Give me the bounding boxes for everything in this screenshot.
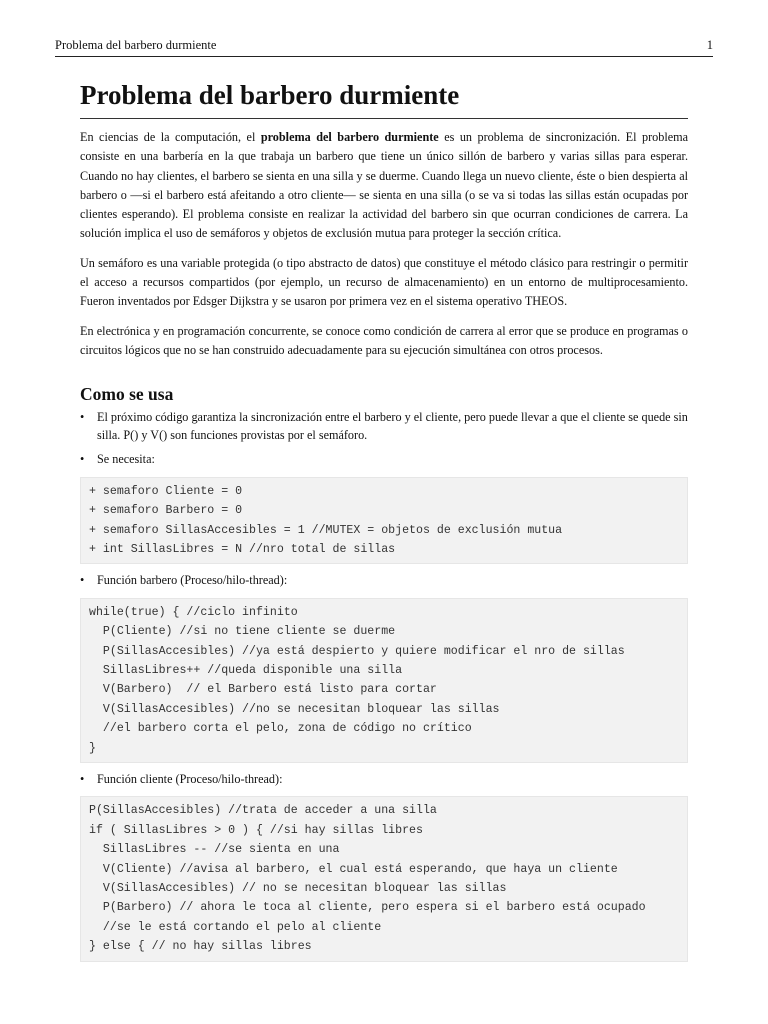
code-line: V(SillasAccesibles) //no se necesitan bloquear las sillas [89, 702, 500, 716]
code-line: P(SillasAccesibles) //ya está despierto y quiere modificar el nro de sillas [89, 644, 625, 658]
semaphore-paragraph: Un semáforo es una variable protegida (o tipo abstracto de datos) que constituye el método clásico para restringir o permitir el acceso a recursos compartidos (por ejemplo, un recurso de almacenamiento) en un entorno de multiprocesamiento. Fueron inventados por Edsger Dijkstra y se usaron por primera vez en el sistema operativo THEOS. [80, 255, 688, 309]
bullet-icon: • [80, 573, 85, 588]
list-item [80, 771, 688, 789]
usage-list-1 [80, 409, 688, 469]
code-line: //se le está cortando el pelo al cliente [89, 920, 382, 934]
list-item-text: Función barbero (Proceso/hilo-thread): [97, 573, 288, 588]
list-item-text: Función cliente (Proceso/hilo-thread): [97, 771, 283, 786]
bullet-icon: • [80, 771, 85, 786]
list-item [80, 451, 688, 469]
intro-bold-term: problema del barbero durmiente [260, 130, 439, 144]
code-line: //el barbero corta el pelo, zona de código no crítico [89, 722, 472, 736]
article-title: Problema del barbero durmiente [80, 78, 688, 119]
bullet-icon: • [80, 452, 85, 467]
usage-list-2 [80, 572, 688, 590]
code-line: if ( SillasLibres > 0 ) { //si hay sillas libres [89, 823, 423, 837]
code-line: V(SillasAccesibles) // no se necesitan bloquear las sillas [89, 882, 507, 896]
code-block-barber [80, 598, 688, 763]
code-line: } else { // no hay sillas libres [89, 940, 312, 954]
usage-list-3 [80, 771, 688, 789]
code-line: SillasLibres -- //se sienta en una [89, 843, 340, 857]
list-item [80, 409, 688, 444]
code-line: + int SillasLibres = N //nro total de sillas [89, 542, 396, 556]
code-line: P(Barbero) // ahora le toca al cliente, pero espera si el barbero está ocupado [89, 901, 646, 915]
intro-text-after: es un problema de sincronización. El problema consiste en una barbería en la que trabaja un barbero que tiene un único sillón de barbero y varias sillas para esperar. Cuando no hay clientes, el barbero se sienta en una silla y se duerme. Cuando llega un nuevo cliente, éste o bien despierta al barbero o —si el barbero está afeitando a otro cliente— se sienta en una silla (o se va si todas las sillas están ocupadas por clientes esperando). El problema consiste en realizar la actividad del barbero sin que ocurran condiciones de carrera. La solución implica el uso de semáforos y objetos de exclusión mutua para proteger la sección crítica. [80, 130, 688, 241]
code-line: SillasLibres++ //queda disponible una silla [89, 664, 403, 677]
code-line: V(Cliente) //avisa al barbero, el cual está esperando, que haya un cliente [89, 862, 618, 876]
list-item-text: Se necesita: [97, 452, 155, 467]
code-line: + semaforo Cliente = 0 [89, 484, 243, 498]
code-line: V(Barbero) // el Barbero está listo para cortar [89, 683, 437, 697]
code-line: } [89, 741, 96, 755]
article-body [80, 78, 688, 970]
code-line: while(true) { //ciclo infinito [89, 605, 298, 619]
code-block-client [80, 796, 688, 961]
code-line: P(Cliente) //si no tiene cliente se duerme [89, 625, 396, 639]
code-line: + semaforo SillasAccesibles = 1 //MUTEX = objetos de exclusión mutua [89, 523, 563, 537]
section-heading: Como se usa [80, 384, 174, 405]
code-line: P(SillasAccesibles) //trata de acceder a una silla [89, 804, 437, 818]
code-block-declarations [80, 477, 688, 565]
list-item-text: El próximo código garantiza la sincronización entre el barbero y el cliente, pero puede llevar a que el cliente se quede sin silla. P() y V() son funciones provistas por el semáforo. [97, 410, 688, 442]
bullet-icon: • [80, 410, 85, 425]
header-title: Problema del barbero durmiente [55, 38, 217, 52]
code-line: + semaforo Barbero = 0 [89, 504, 243, 518]
intro-text-before: En ciencias de la computación, el [80, 130, 261, 144]
page-number: 1 [706, 38, 713, 52]
race-condition-paragraph: En electrónica y en programación concurrente, se conoce como condición de carrera al error que se produce en programas o circuitos lógicos que no se han construido adecuadamente para su ejecución simultánea con otros procesos. [80, 323, 688, 357]
intro-paragraph [80, 128, 688, 244]
list-item [80, 572, 688, 590]
running-header [55, 38, 713, 57]
